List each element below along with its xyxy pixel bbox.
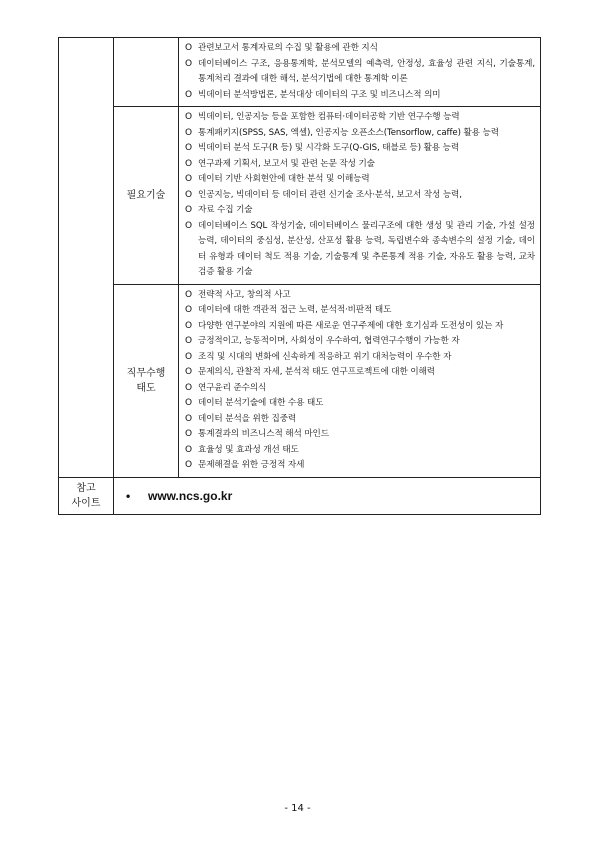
knowledge-item-text: 빅데이터 분석방법론, 분석대상 데이터의 구조 및 비즈니스적 의미 xyxy=(198,89,441,100)
bullet-icon: • xyxy=(126,488,131,503)
knowledge-label-cell xyxy=(114,38,179,107)
skills-items-cell xyxy=(179,107,541,285)
circle-marker-icon: O xyxy=(185,460,192,470)
knowledge-item xyxy=(185,88,535,104)
circle-marker-icon: O xyxy=(185,205,192,215)
circle-marker-icon: O xyxy=(185,43,192,53)
attitude-list xyxy=(185,288,535,474)
skill-item xyxy=(185,110,535,126)
attitude-item xyxy=(185,381,535,397)
attitude-item-text: 긍정적이고, 능동적이며, 사회성이 우수하여, 협력연구수행이 가능한 자 xyxy=(198,336,460,346)
skill-item xyxy=(185,126,535,142)
circle-marker-icon: O xyxy=(185,158,192,169)
attitude-item xyxy=(185,350,535,366)
circle-marker-icon: O xyxy=(185,220,192,231)
knowledge-list xyxy=(185,41,535,103)
outer-category-cell xyxy=(59,38,114,478)
attitude-item-text: 데이터에 대한 객관적 접근 노력, 분석적·비판적 태도 xyxy=(198,305,392,315)
circle-marker-icon: O xyxy=(185,382,192,393)
skill-item-text: 인공지능, 빅데이터 등 데이터 관련 신기술 조사·분석, 보고서 작성 능력, xyxy=(198,189,462,200)
attitude-item-text: 다양한 연구분야의 지원에 따른 새로운 연구주제에 대한 호기심과 도전성이 있는 자 xyxy=(198,320,504,331)
attitude-item xyxy=(185,319,535,335)
attitude-item-text: 전략적 사고, 창의적 사고 xyxy=(198,289,291,300)
circle-marker-icon: O xyxy=(185,174,192,184)
attitude-item xyxy=(185,412,535,428)
circle-marker-icon: O xyxy=(185,112,192,122)
knowledge-item xyxy=(185,57,535,88)
reference-label-line-2: 사이트 xyxy=(71,497,101,509)
attitude-label-cell xyxy=(114,284,179,477)
knowledge-item xyxy=(185,41,535,57)
circle-marker-icon: O xyxy=(185,398,192,408)
attitude-item-text: 연구윤리 준수의식 xyxy=(198,382,267,393)
circle-marker-icon: O xyxy=(185,320,192,331)
skill-item-text: 빅데이터, 인공지능 등을 포함한 컴퓨터·데이터공학 기반 연구수행 능력 xyxy=(198,112,460,122)
attitude-item-text: 통계결과의 비즈니스적 해석 마인드 xyxy=(198,429,329,439)
attitude-item-text: 조직 및 시대의 변화에 신속하게 적응하고 위기 대처능력이 우수한 자 xyxy=(198,351,452,362)
reference-label-cell xyxy=(59,477,114,514)
circle-marker-icon: O xyxy=(185,351,192,362)
attitude-item xyxy=(185,303,535,319)
knowledge-items-cell xyxy=(179,38,541,107)
attitude-item xyxy=(185,365,535,381)
attitude-item-text: 문제의식, 관찰적 자세, 분석적 태도 연구프로젝트에 대한 이해력 xyxy=(198,367,435,377)
circle-marker-icon: O xyxy=(185,367,192,377)
circle-marker-icon: O xyxy=(185,336,192,346)
attitude-item-text: 데이터 분석을 위한 집중력 xyxy=(198,413,297,424)
circle-marker-icon: O xyxy=(185,58,192,69)
skill-item-text: 데이터 기반 사회현안에 대한 분석 및 이해능력 xyxy=(198,174,370,184)
skill-item xyxy=(185,141,535,157)
attitude-label-line-1: 직무수행 xyxy=(126,367,166,379)
reference-site-link[interactable]: www.ncs.go.kr xyxy=(148,488,233,503)
circle-marker-icon: O xyxy=(185,305,192,315)
circle-marker-icon: O xyxy=(185,143,192,153)
reference-label-line-1: 참고 xyxy=(76,482,96,494)
attitude-item xyxy=(185,334,535,350)
attitude-item xyxy=(185,458,535,474)
skill-item xyxy=(185,219,535,281)
skill-item-text: 통계패키지(SPSS, SAS, 엑셀), 인공지능 오픈소스(Tensorflow, caffe) 활용 능력 xyxy=(198,127,499,138)
skills-label-cell xyxy=(114,107,179,285)
attitude-items-cell xyxy=(179,284,541,477)
skill-item xyxy=(185,188,535,204)
attitude-item xyxy=(185,288,535,304)
circle-marker-icon: O xyxy=(185,429,192,439)
circle-marker-icon: O xyxy=(185,89,192,100)
attitude-item-text: 데이터 분석기술에 대한 수용 태도 xyxy=(198,398,324,408)
attitude-item xyxy=(185,427,535,443)
skill-item-text: 연구과제 기획서, 보고서 및 관련 논문 작성 기술 xyxy=(198,158,375,169)
reference-site-cell xyxy=(114,477,541,514)
attitude-item-text: 효율성 및 효과성 개선 태도 xyxy=(198,444,299,455)
skill-item-text: 빅데이터 분석 도구(R 등) 및 시각화 도구(Q-GIS, 태블로 등) 활용 능력 xyxy=(198,143,460,153)
attitude-item xyxy=(185,396,535,412)
skill-item-text: 데이터베이스 SQL 작성기술, 데이터베이스 물리구조에 대한 생성 및 관리 기술, 가설 설정 능력, 데이터의 중심성, 분산성, 산포성 활용 능력, 독립변수와 종속변수의 설정 기술, 데이터 유형과 데이터 척도 적용 기술, 기술통계 및 추론통계 적용 기술, 자유도 활용 능력, 교차검증 활용 기술 xyxy=(198,220,535,277)
page-number: - 14 - xyxy=(284,803,311,814)
skill-item-text: 자료 수집 기술 xyxy=(198,205,253,215)
circle-marker-icon: O xyxy=(185,289,192,300)
circle-marker-icon: O xyxy=(185,413,192,424)
attitude-item xyxy=(185,443,535,459)
skill-item xyxy=(185,172,535,188)
skill-item xyxy=(185,203,535,219)
circle-marker-icon: O xyxy=(185,189,192,200)
knowledge-item-text: 데이터베이스 구조, 응용통계학, 분석모델의 예측력, 안정성, 효율성 관련 지식, 기술통계, 통계처리 결과에 대한 해석, 분석기법에 대한 통계학 이론 xyxy=(198,58,535,84)
job-description-table xyxy=(58,37,541,515)
skills-label: 필요기술 xyxy=(126,189,166,201)
attitude-item-text: 문제해결을 위한 긍정적 자세 xyxy=(198,460,305,470)
circle-marker-icon: O xyxy=(185,444,192,455)
skills-list xyxy=(185,110,535,281)
knowledge-item-text: 관련보고서 통계자료의 수집 및 활용에 관한 지식 xyxy=(198,43,378,53)
attitude-label-line-2: 태도 xyxy=(136,382,156,394)
circle-marker-icon: O xyxy=(185,127,192,138)
skill-item xyxy=(185,157,535,173)
